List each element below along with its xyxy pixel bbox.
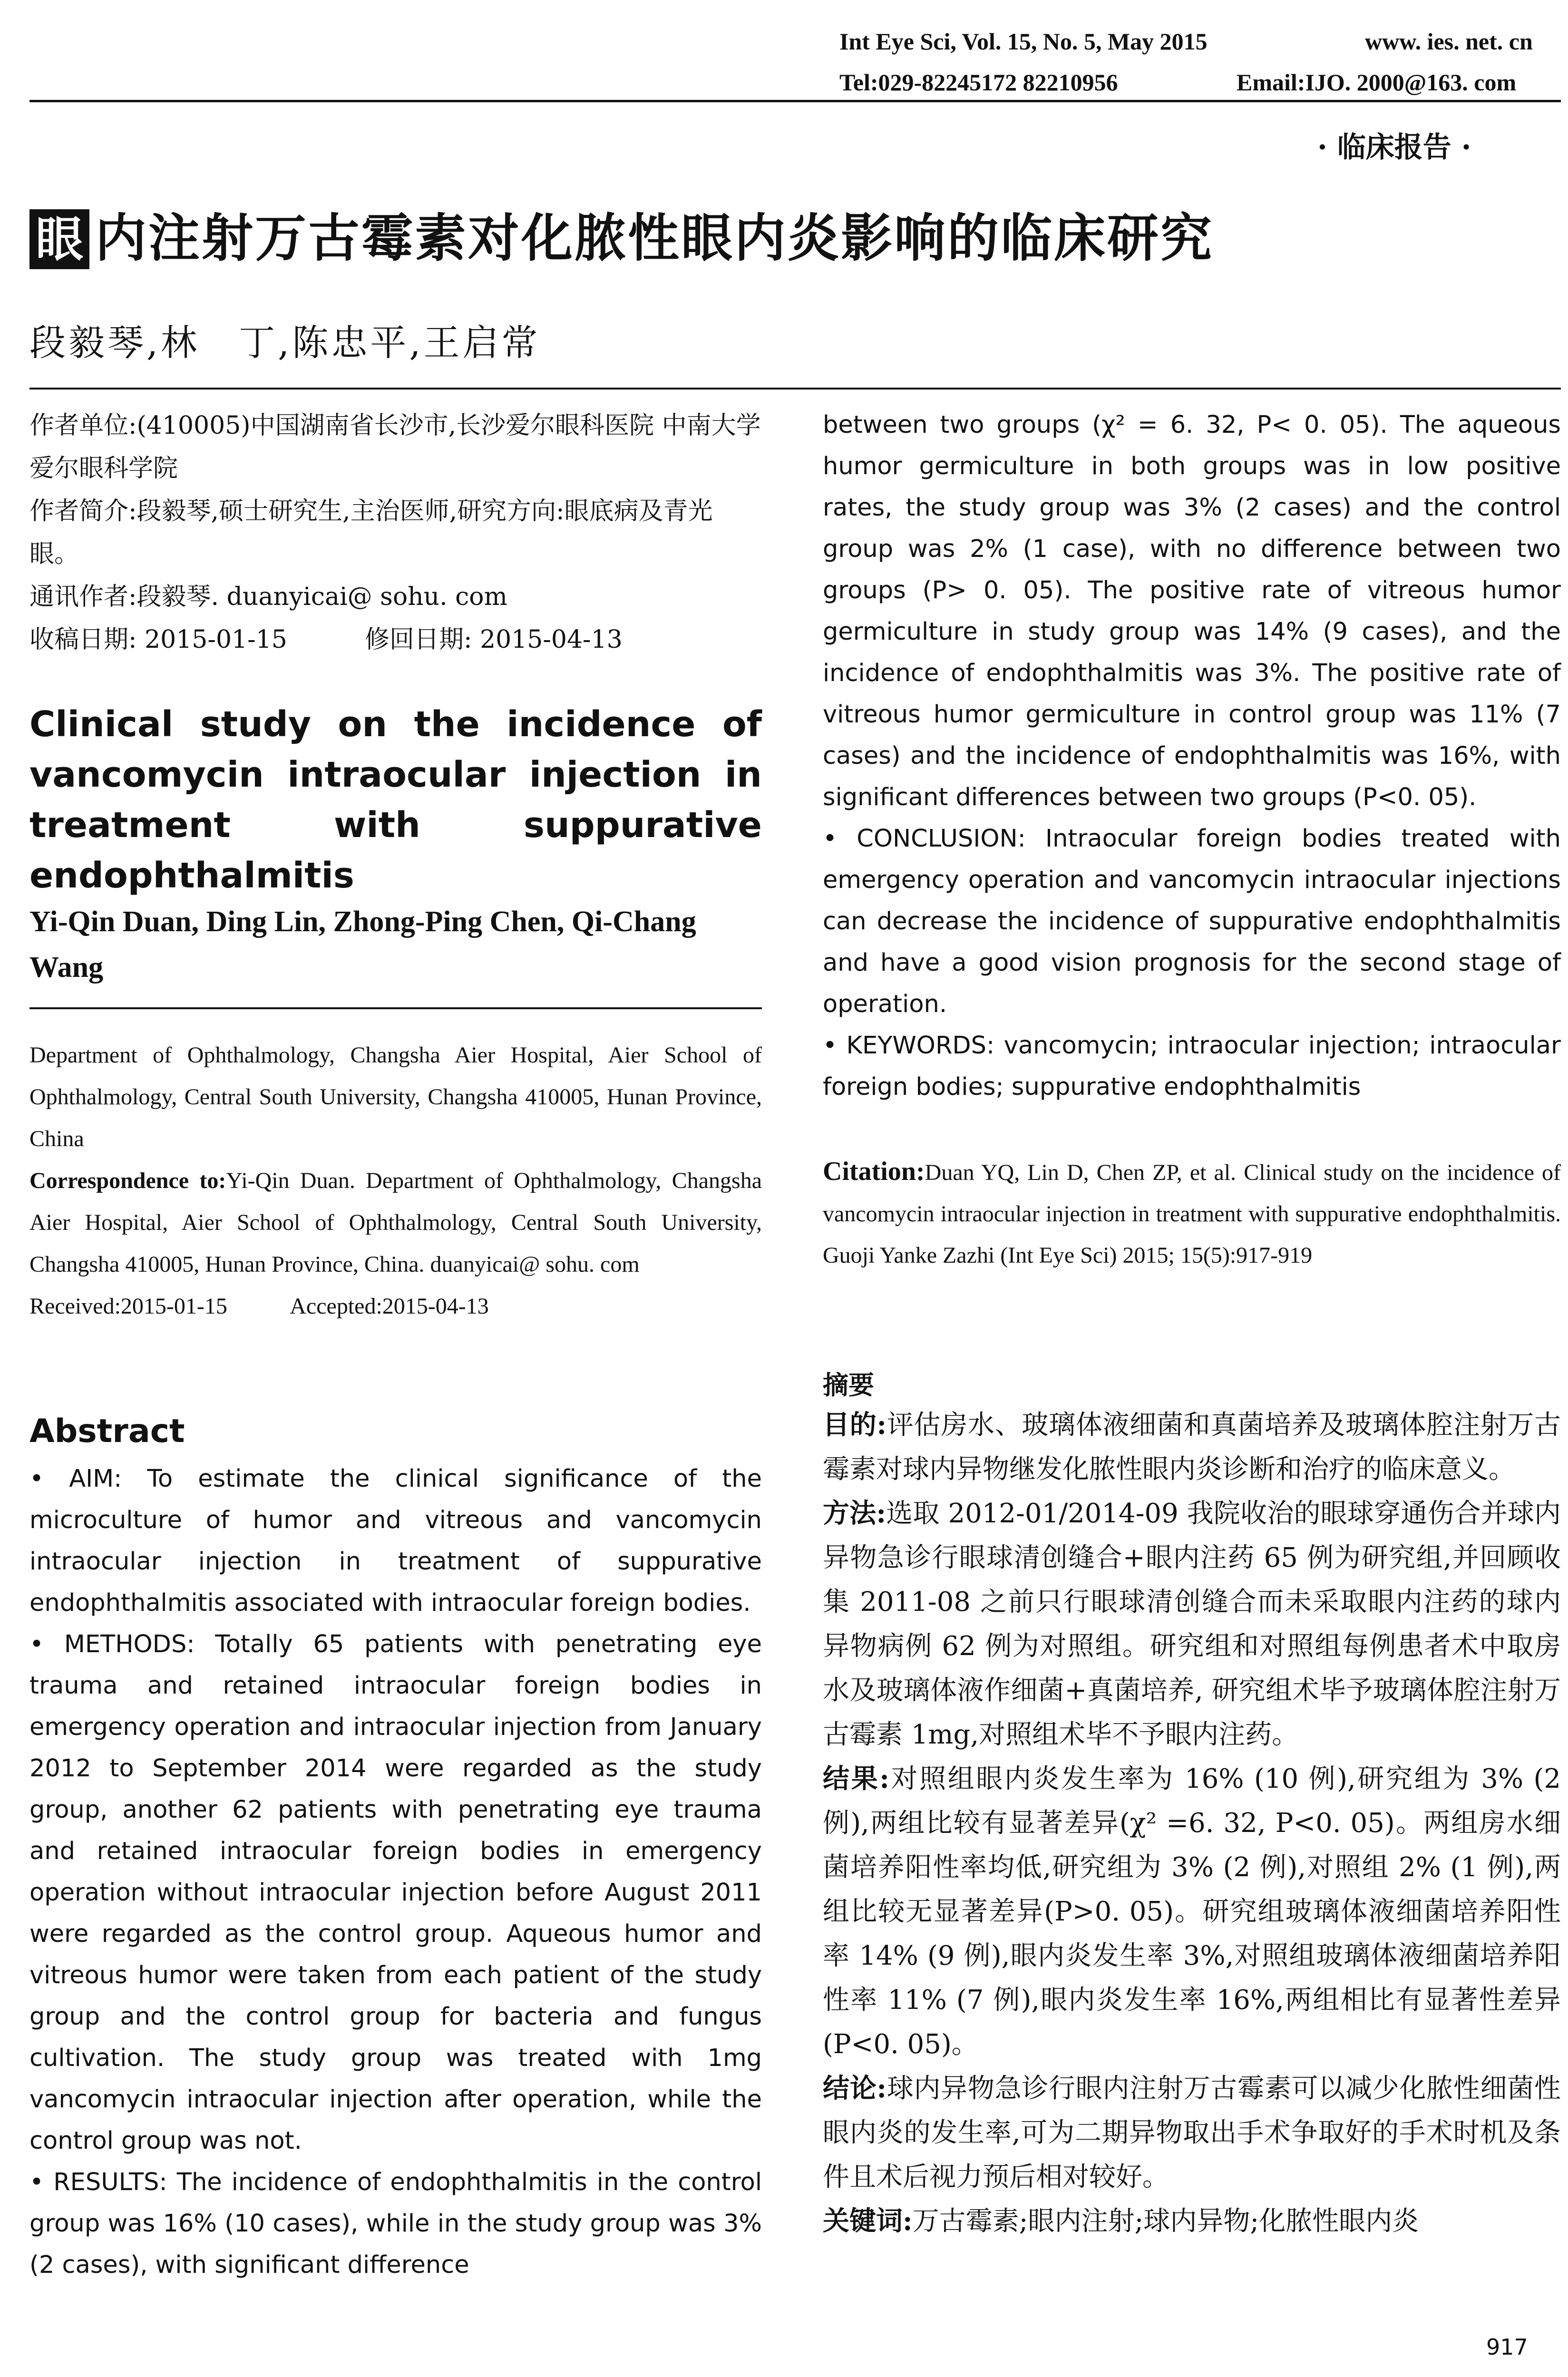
accepted-en: Accepted:2015-04-13: [290, 1294, 489, 1319]
abstract-methods: • METHODS: Totally 65 patients with penetrating eye trauma and retained intraocular foreign bodies in emergency operation and intraocular injection from January 2012 to September 2014 were regarded as the study group, another 62 patients with penetrating eye trauma and retained intraocular foreign bodies in emergency operation without intraocular injection before August 2011 were regarded as the control group. Aqueous humor and vitreous humor were taken from each patient of the study group and the control group for bacteria and fungus cultivation. The study group was treated with 1mg vancomycin intraocular injection after operation, while the control group was not.: [29, 1630, 762, 2155]
tel: Tel:029-82245172 82210956: [839, 69, 1118, 96]
revised-cn: 修回日期: 2015-04-13: [364, 625, 623, 654]
page-number: 917: [1486, 2334, 1528, 2360]
cn-aim: [823, 1403, 1561, 1491]
abstract-results-cont: between two groups (χ² = 6. 32, P< 0. 05). The aqueous humor germiculture in both groups was in low positive rates, the study group was 3% (2 cases) and the control group was 2% (1 case), with no difference between two groups (P> 0. 05). The positive rate of vitreous humor germiculture in study group was 14% (9 cases), and the incidence of endophthalmitis was 3%. The positive rate of vitreous humor germiculture in control group was 11% (7 cases) and the incidence of endophthalmitis was 16%, with significant differences between two groups (P<0. 05).: [823, 411, 1561, 811]
author-bio: 作者简介:段毅琴,硕士研究生,主治医师,研究方向:眼底病及青光眼。: [29, 497, 713, 568]
cn-methods-text: 选取 2012-01/2014-09 我院收治的眼球穿通伤合并球内异物急诊行眼球清创缝合+眼内注药 65 例为研究组,并回顾收集 2011-08 之前只行眼球清创缝合而未采取眼内注药的球内异物病例 62 例为对照组。研究组和对照组每例患者术中取房水及玻璃体液作细菌+真菌培养, 研究组术毕予玻璃体腔注射万古霉素 1mg,对照组术毕不予眼内注药。: [823, 1498, 1561, 1750]
dates-en: [29, 1286, 762, 1327]
title-initial-box: 眼: [29, 209, 89, 269]
abstract-left: [29, 1458, 762, 2286]
author-corresponding: 通讯作者:段毅琴. duanyicai@ sohu. com: [29, 583, 507, 611]
website: www. ies. net. cn: [1365, 28, 1533, 55]
cn-abstract-heading: 摘要: [823, 1370, 874, 1400]
cn-keywords-label: 关键词:: [823, 2205, 913, 2237]
citation-label: Citation:: [823, 1157, 925, 1186]
correspondence-en: [29, 1160, 762, 1286]
header-rule: [29, 100, 1561, 102]
email: Email:IJO. 2000@163. com: [1237, 69, 1517, 96]
paper-title-cn: 内注射万古霉素对化脓性眼内炎影响的临床研究: [95, 208, 1214, 268]
abstract-results-start: • RESULTS: The incidence of endophthalmitis in the control group was 16% (10 cases), while in the study group was 3% (2 cases), with significant difference: [29, 2168, 762, 2279]
citation: [823, 1151, 1561, 1276]
authors-en: Yi-Qin Duan, Ding Lin, Zhong-Ping Chen, Qi-Chang Wang: [29, 906, 696, 984]
author-unit: 作者单位:(410005)中国湖南省长沙市,长沙爱尔眼科医院 中南大学爱尔眼科学院: [29, 411, 761, 483]
cn-aim-label: 目的:: [823, 1409, 887, 1441]
cn-results-label: 结果:: [823, 1763, 889, 1794]
abstract-heading: Abstract: [29, 1413, 185, 1450]
cn-methods: [823, 1491, 1561, 1757]
cn-keywords-text: 万古霉素;眼内注射;球内异物;化脓性眼内炎: [912, 2206, 1419, 2237]
dates-cn: [29, 618, 762, 661]
author-info: [29, 404, 762, 661]
abstract-right: [823, 404, 1561, 1108]
citation-text: Duan YQ, Lin D, Chen ZP, et al. Clinical study on the incidence of vancomycin intraocular injection in treatment with suppurative endophthalmitis. Guoji Yanke Zazhi (Int Eye Sci) 2015; 15(5):917-919: [823, 1160, 1561, 1268]
authors-rule: [29, 388, 1561, 390]
section-label: · 临床报告 ·: [1317, 131, 1471, 164]
cn-results-text: 对照组眼内炎发生率为 16% (10 例),研究组为 3% (2 例),两组比较有显著差异(χ² =6. 32, P<0. 05)。两组房水细菌培养阳性率均低,研究组为 3% (2 例),对照组 2% (1 例),两组比较无显著差异(P>0. 05)。研究组玻璃体液细菌培养阳性率 14% (9 例),眼内炎发生率 3%,对照组玻璃体液细菌培养阳性率 11% (7 例),眼内炎发生率 16%,两组相比有显著性差异(P<0. 05)。: [823, 1763, 1561, 2060]
received-cn: 收稿日期: 2015-01-15: [29, 625, 287, 654]
abstract-keywords: • KEYWORDS: vancomycin; intraocular injection; intraocular foreign bodies; suppurative endophthalmitis: [823, 1032, 1561, 1101]
cn-conclusion-text: 球内异物急诊行眼内注射万古霉素可以减少化脓性细菌性眼内炎的发生率,可为二期异物取出手术争取好的手术时机及条件且术后视力预后相对较好。: [823, 2073, 1561, 2192]
abstract-conclusion: • CONCLUSION: Intraocular foreign bodies treated with emergency operation and vancomycin intraocular injections can decrease the incidence of suppurative endophthalmitis and have a good vision prognosis for the second stage of operation.: [823, 825, 1561, 1018]
cn-conclusion-label: 结论:: [823, 2073, 887, 2104]
correspondence-text: Yi-Qin Duan. Department of Ophthalmology, Changsha Aier Hospital, Aier School of Ophthalmology, Central South University, Changsha 410005, Hunan Province, China. duanyicai@ sohu. com: [29, 1168, 762, 1277]
en-authors-rule: [29, 1007, 762, 1009]
paper-title-en: Clinical study on the incidence of vancomycin intraocular injection in treatment with suppurative endophthalmitis: [29, 704, 762, 896]
cn-abstract-body: [823, 1403, 1561, 2243]
cn-keywords: [823, 2199, 1561, 2243]
cn-conclusion: [823, 2066, 1561, 2199]
cn-results: [823, 1757, 1561, 2066]
cn-methods-label: 方法:: [823, 1498, 886, 1529]
abstract-aim: • AIM: To estimate the clinical significance of the microculture of humor and vitreous and vancomycin intraocular injection in treatment of suppurative endophthalmitis associated with intraocular foreign bodies.: [29, 1465, 762, 1617]
department-en: Department of Ophthalmology, Changsha Aier Hospital, Aier School of Ophthalmology, Central South University, Changsha 410005, Hunan Province, China: [29, 1042, 762, 1151]
affiliation-block: [29, 1034, 762, 1327]
correspondence-label: Correspondence to:: [29, 1168, 226, 1193]
received-en: Received:2015-01-15: [29, 1294, 227, 1319]
authors-cn: 段毅琴,林 丁,陈忠平,王启常: [29, 321, 541, 364]
journal-line: Int Eye Sci, Vol. 15, No. 5, May 2015: [839, 28, 1208, 55]
cn-aim-text: 评估房水、玻璃体液细菌和真菌培养及玻璃体腔注射万古霉素对球内异物继发化脓性眼内炎诊断和治疗的临床意义。: [823, 1410, 1561, 1485]
